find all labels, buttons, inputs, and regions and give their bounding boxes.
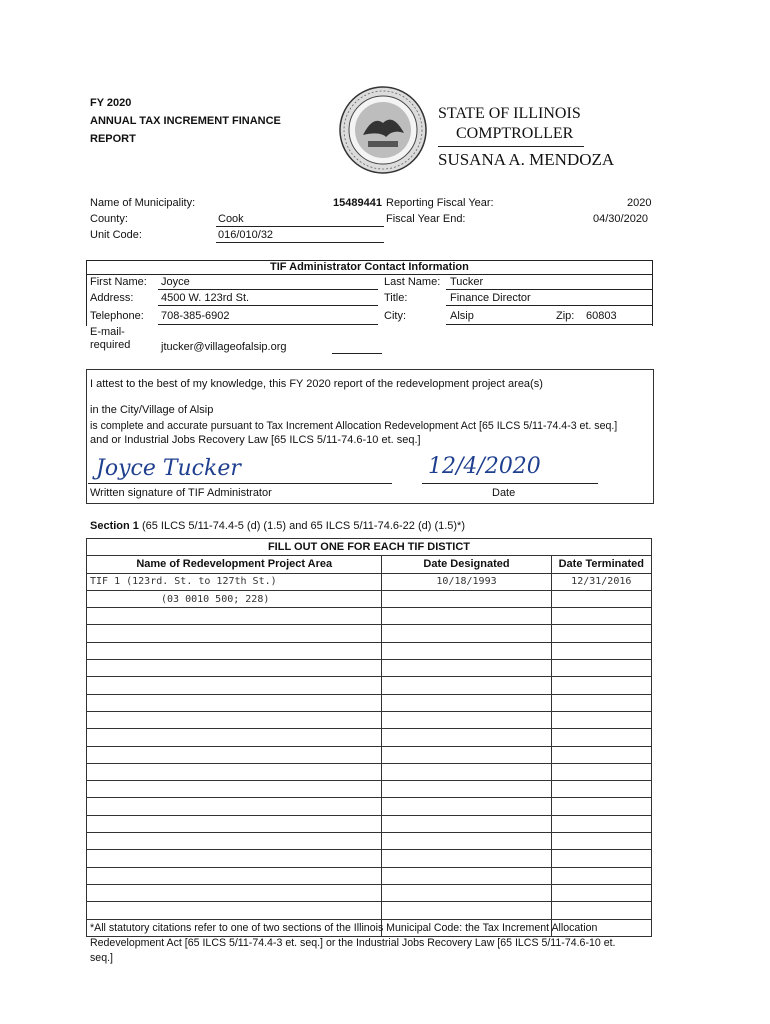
last-name-value: Tucker xyxy=(450,276,484,288)
table-row xyxy=(87,833,652,850)
table-row xyxy=(87,590,652,607)
signature-date: 12/4/2020 xyxy=(428,454,541,479)
table-row xyxy=(87,573,652,590)
zip-label: Zip: xyxy=(556,310,575,322)
address-underline xyxy=(158,305,378,306)
col-project-area: Name of Redevelopment Project Area xyxy=(87,556,382,573)
col-date-designated: Date Designated xyxy=(382,556,551,573)
section1-heading xyxy=(90,520,465,532)
address-label: Address: xyxy=(90,292,134,304)
section1-citation: (65 ILCS 5/11-74.4-5 (d) (1.5) and 65 ILCS 5/11-74.6-22 (d) (1.5)*) xyxy=(141,520,466,532)
date-designated xyxy=(382,590,551,607)
last-name-label: Last Name: xyxy=(384,276,441,288)
telephone-value: 708-385-6902 xyxy=(161,310,230,322)
fye-value: 04/30/2020 xyxy=(593,213,649,225)
email-value: jtucker@villageofalsip.org xyxy=(161,341,287,353)
table-row xyxy=(87,763,652,780)
unit-code-label: Unit Code: xyxy=(90,229,142,241)
state-seal-logo xyxy=(338,85,428,175)
table-row xyxy=(87,902,652,919)
date-label: Date xyxy=(492,487,516,499)
fiscal-year-label: FY 2020 xyxy=(90,97,132,109)
table-row xyxy=(87,729,652,746)
county-label: County: xyxy=(90,213,128,225)
table-row xyxy=(87,660,652,677)
unit-code-value: 016/010/32 xyxy=(218,229,274,241)
signature-label: Written signature of TIF Administrator xyxy=(90,487,272,499)
attest-line1: I attest to the best of my knowledge, this FY 2020 report of the redevelopment project area(s) xyxy=(90,378,543,390)
telephone-label: Telephone: xyxy=(90,310,144,322)
municipality-label: Name of Municipality: xyxy=(90,197,196,209)
contact-heading-rule xyxy=(86,274,652,275)
administrator-signature: Joyce Tucker xyxy=(96,456,241,481)
project-area-name: TIF 1 (123rd. St. to 127th St.) xyxy=(87,573,382,590)
footnote-line2: Redevelopment Act [65 ILCS 5/11-74.4-3 et. seq.] or the Industrial Jobs Recovery Law [65 ILCS 5/11-74.6-10 et. xyxy=(90,937,616,949)
table-row xyxy=(87,781,652,798)
email-label xyxy=(90,326,130,352)
city-value: Alsip xyxy=(450,310,474,322)
city-label: City: xyxy=(384,310,406,322)
title-underline xyxy=(446,305,652,306)
reporting-fy-value: 2020 xyxy=(627,197,652,209)
contact-heading: TIF Administrator Contact Information xyxy=(270,261,469,273)
attest-line4: and or Industrial Jobs Recovery Law [65 ILCS 5/11-74.6-10 et. seq.] xyxy=(90,434,421,446)
table-row xyxy=(87,815,652,832)
first-name-label: First Name: xyxy=(90,276,147,288)
table-row xyxy=(87,608,652,625)
municipality-id: 15489441 xyxy=(333,197,382,209)
date-terminated: 12/31/2016 xyxy=(551,573,651,590)
state-name: STATE OF ILLINOIS xyxy=(438,105,581,122)
contact-left-border xyxy=(86,260,87,326)
comptroller-divider xyxy=(438,146,584,147)
first-name-value: Joyce xyxy=(161,276,190,288)
table-row xyxy=(87,850,652,867)
telephone-underline xyxy=(158,324,378,325)
table-row xyxy=(87,867,652,884)
report-title-line1: ANNUAL TAX INCREMENT FINANCE xyxy=(90,115,281,127)
table-row xyxy=(87,798,652,815)
table-row xyxy=(87,694,652,711)
section1-title: Section 1 xyxy=(90,520,139,532)
address-value: 4500 W. 123rd St. xyxy=(161,292,250,304)
tif-district-table xyxy=(86,538,652,937)
project-area-name: (03 0010 500; 228) xyxy=(87,590,382,607)
footnote-line1: *All statutory citations refer to one of two sections of the Illinois Municipal Code: the Tax Increment Allocation xyxy=(90,922,598,934)
date-designated: 10/18/1993 xyxy=(382,573,551,590)
email-label-line2: required xyxy=(90,339,131,351)
table-row xyxy=(87,746,652,763)
table-row xyxy=(87,711,652,728)
email-underline xyxy=(332,353,382,354)
report-title-line2: REPORT xyxy=(90,133,136,145)
fill-out-instruction: FILL OUT ONE FOR EACH TIF DISTICT xyxy=(87,539,652,556)
footnote xyxy=(90,921,615,966)
county-underline xyxy=(216,226,384,227)
table-row xyxy=(87,677,652,694)
comptroller-header xyxy=(438,104,614,170)
city-underline xyxy=(446,324,652,325)
footnote-line3: seq.] xyxy=(90,952,113,964)
zip-value: 60803 xyxy=(586,310,617,322)
report-title-block xyxy=(90,94,281,148)
unit-code-underline xyxy=(216,242,384,243)
title-value: Finance Director xyxy=(450,292,531,304)
last-name-underline xyxy=(446,289,652,290)
table-row xyxy=(87,625,652,642)
fye-label: Fiscal Year End: xyxy=(386,213,466,225)
table-row xyxy=(87,642,652,659)
title-label: Title: xyxy=(384,292,408,304)
contact-right-border xyxy=(652,260,653,326)
col-date-terminated: Date Terminated xyxy=(551,556,651,573)
date-terminated xyxy=(551,590,651,607)
comptroller-name: SUSANA A. MENDOZA xyxy=(438,150,615,169)
county-value: Cook xyxy=(218,213,244,225)
table-row xyxy=(87,884,652,901)
first-name-underline xyxy=(158,289,378,290)
date-line xyxy=(422,483,598,484)
reporting-fy-label: Reporting Fiscal Year: xyxy=(386,197,494,209)
attest-line2: in the City/Village of Alsip xyxy=(90,404,214,416)
email-label-line1: E-mail- xyxy=(90,326,125,338)
attest-line3: is complete and accurate pursuant to Tax Increment Allocation Redevelopment Act [65 ILCS 5/11-74.4-3 et. seq.] xyxy=(90,420,618,432)
comptroller-title: COMPTROLLER xyxy=(456,125,574,142)
signature-line xyxy=(88,483,392,484)
